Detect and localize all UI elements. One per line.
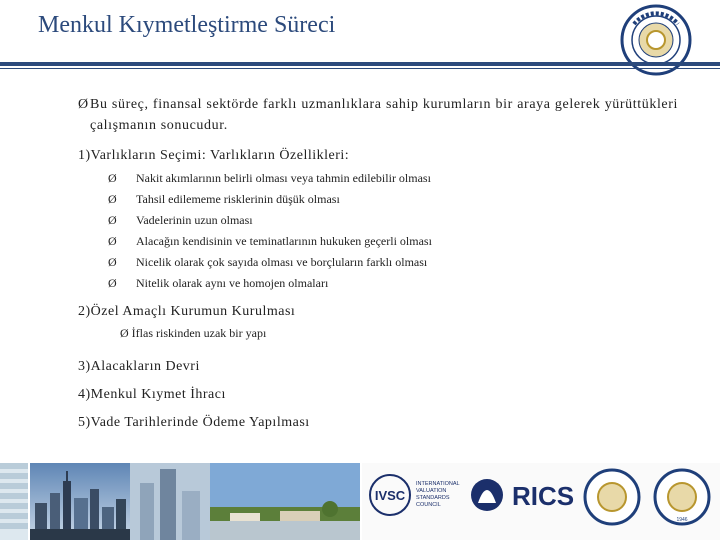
list-item: [108, 189, 678, 210]
list-item: [108, 231, 678, 252]
arrow-bullet-icon: Ø: [108, 234, 117, 248]
list-item-text: Tahsil edilememe risklerinin düşük olması: [136, 192, 340, 206]
title-divider: [0, 62, 720, 66]
list-item-text: Nakit akımlarının belirli olması veya tahmin edilebilir olması: [136, 171, 431, 185]
tower-image: [130, 463, 210, 540]
ivsc-line-4: COUNCIL: [416, 502, 441, 508]
list-item: [108, 210, 678, 231]
list-item-text: Alacağın kendisinin ve teminatlarının hukuken geçerli olması: [136, 234, 432, 248]
list-item: [108, 252, 678, 273]
ivsc-line-1: INTERNATIONAL: [416, 481, 460, 487]
arrow-bullet-icon: Ø: [108, 192, 117, 206]
ivsc-line-3: STANDARDS: [416, 495, 450, 501]
list-item: [108, 273, 678, 294]
landscape-image: [210, 463, 360, 540]
section-heading-2: 2)Özel Amaçlı Kurumun Kurulması: [78, 304, 296, 319]
section-heading-1: 1)Varlıkların Seçimi: Varlıkların Özellikleri:: [78, 148, 350, 163]
section-heading-5: 5)Vade Tarihlerinde Ödeme Yapılması: [78, 415, 310, 430]
section2-item: Ø İflas riskinden uzak bir yapı: [120, 326, 267, 340]
arrow-bullet-icon: Ø: [108, 171, 117, 185]
intro-text: Bu süreç, finansal sektörde farklı uzmanlıklara sahip kurumların bir araya gelerek yürüttükleri çalışmanın sonucudur.: [90, 97, 678, 133]
page-title: Menkul Kıymetleştirme Süreci: [38, 12, 336, 38]
list-item-text: Nitelik olarak aynı ve homojen olmaları: [136, 276, 329, 290]
intro-paragraph: [78, 94, 678, 136]
section-heading-3: 3)Alacakların Devri: [78, 359, 200, 374]
arrow-bullet-icon: Ø: [108, 255, 117, 269]
partner-logos: [362, 463, 720, 540]
rics-logo-text: RICS: [512, 481, 575, 511]
seal-year-text: 1946: [676, 517, 688, 523]
arrow-bullet-icon: Ø: [108, 276, 117, 290]
list-item-text: Vadelerinin uzun olması: [136, 213, 253, 227]
city-skyline-image: [30, 463, 130, 540]
ivsc-line-2: VALUATION: [416, 488, 447, 494]
list-item-text: Nicelik olarak çok sayıda olması ve borçluların farklı olması: [136, 255, 428, 269]
ivsc-logo-text: IVSC: [374, 488, 406, 503]
section1-list: [108, 168, 678, 294]
arrow-bullet-icon: Ø: [108, 213, 117, 227]
slide-content: [78, 94, 678, 431]
partner-logos-graphic: [362, 463, 720, 540]
list-item: [108, 168, 678, 189]
arrow-bullet-icon: Ø: [78, 97, 89, 112]
section-heading-4: 4)Menkul Kıymet İhracı: [78, 387, 226, 402]
footer-stripe-decoration: [0, 463, 28, 540]
title-divider-thin: [0, 68, 720, 69]
